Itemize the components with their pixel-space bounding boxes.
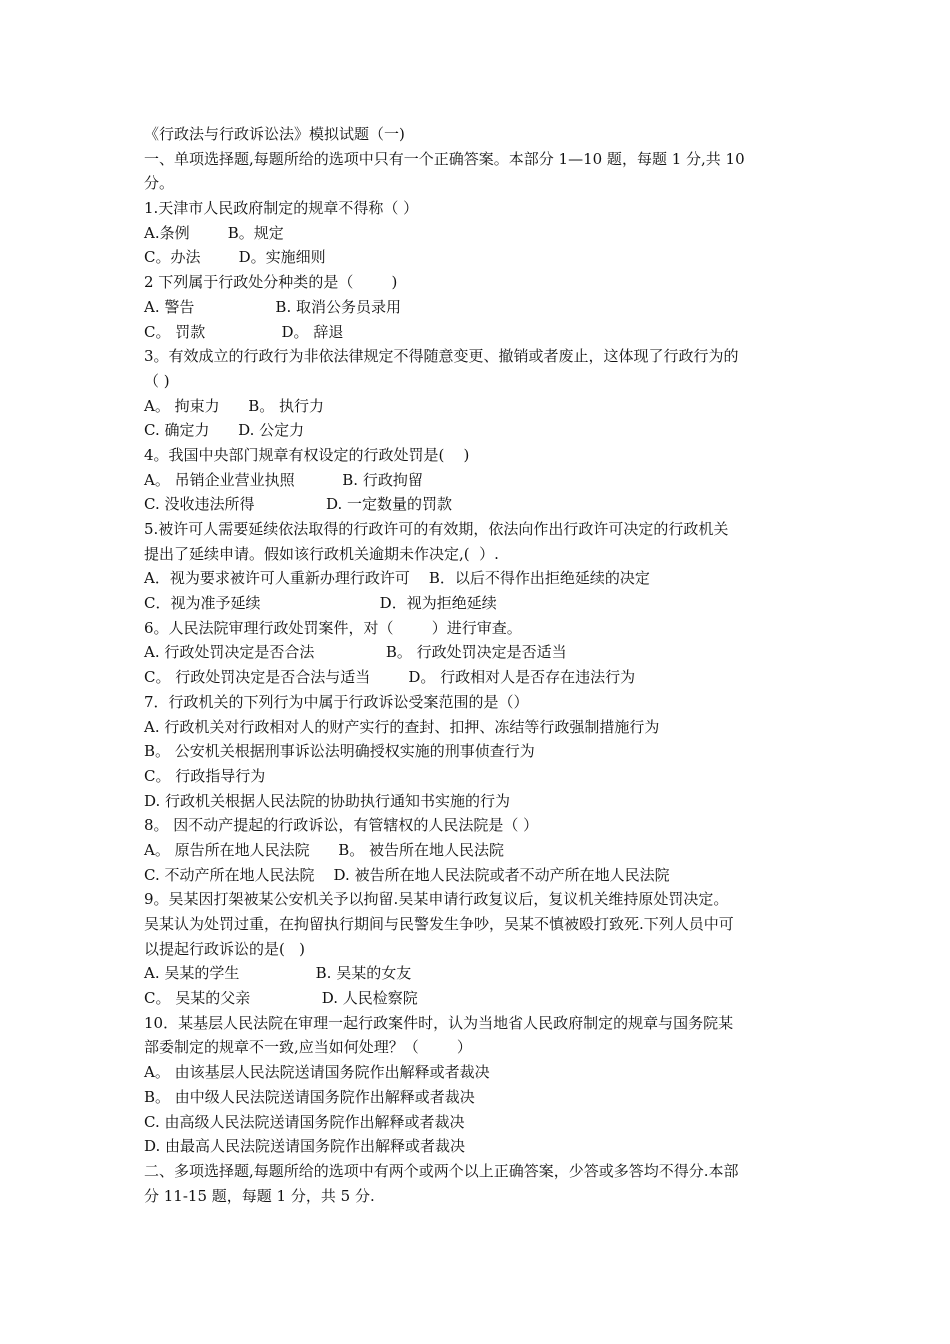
document-title: 《行政法与行政诉讼法》模拟试题（一) — [144, 125, 405, 143]
question-item — [144, 196, 810, 270]
question-option-line: C。 吴某的父亲 D. 人民检察院 — [144, 989, 418, 1008]
question-stem-line: 部委制定的规章不一致,应当如何处理？（ ） — [144, 1038, 472, 1057]
question-stem-line: 2 下列属于行政处分种类的是（ ) — [144, 273, 398, 292]
question-option-line: A.条例 B。规定 — [144, 223, 284, 242]
question-stem-line: （ ) — [144, 371, 170, 390]
question-option-line: A. 吴某的学生 B. 吴某的女友 — [144, 964, 412, 983]
question-option-line: A. 警告 B. 取消公务员录用 — [144, 297, 401, 316]
question-option-line: A．视为要求被许可人重新办理行政许可 B．以后不得作出拒绝延续的决定 — [144, 569, 650, 588]
question-option-line: C。 行政指导行为 — [144, 766, 266, 785]
question-stem-line: 10．某基层人民法院在审理一起行政案件时，认为当地省人民政府制定的规章与国务院某 — [144, 1013, 734, 1032]
question-stem-line: 6。人民法院审理行政处罚案件，对（ ）进行审查。 — [144, 618, 522, 637]
question-stem-line: 7．行政机关的下列行为中属于行政诉讼受案范围的是（） — [144, 692, 529, 711]
question-stem-line: 5.被许可人需要延续依法取得的行政许可的有效期，依法向作出行政许可决定的行政机关 — [144, 520, 729, 538]
question-option-line: A. 行政机关对行政相对人的财产实行的查封、扣押、冻结等行政强制措施行为 — [144, 717, 660, 736]
question-item — [144, 813, 810, 887]
question-option-line: A。 吊销企业营业执照 B. 行政拘留 — [144, 470, 423, 489]
section1-intro-line1: 一、单项选择题,每题所给的选项中只有一个正确答案。本部分 1—10 题，每题 1 分,共 10 — [144, 149, 745, 168]
question-stem-line: 3。有效成立的行政行为非依法律规定不得随意变更、撤销或者废止，这体现了行政行为的 — [144, 347, 739, 366]
question-stem-line: 1.天津市人民政府制定的规章不得称（ ） — [144, 199, 419, 218]
question-option-line: C．视为准予延续 D．视为拒绝延续 — [144, 594, 497, 613]
question-option-line: C. 没收违法所得 D. 一定数量的罚款 — [144, 495, 453, 514]
question-item — [144, 344, 810, 443]
section2-intro-line2: 分 11-15 题，每题 1 分，共 5 分. — [144, 1186, 375, 1205]
question-option-line: D. 由最高人民法院送请国务院作出解释或者裁决 — [144, 1137, 466, 1156]
question-stem-line: 4。我国中央部门规章有权设定的行政处罚是( ) — [144, 445, 470, 464]
question-item — [144, 887, 810, 1010]
question-option-line: A。 拘束力 B。 执行力 — [144, 396, 325, 415]
question-stem-line: 提出了延续申请。假如该行政机关逾期未作决定,( ）. — [144, 544, 499, 563]
question-option-line: A。 原告所在地人民法院 B。 被告所在地人民法院 — [144, 840, 505, 859]
question-option-line: C。 罚款 D。 辞退 — [144, 322, 344, 341]
question-option-line: A. 行政处罚决定是否合法 B。 行政处罚决定是否适当 — [144, 643, 567, 662]
question-option-line: C. 不动产所在地人民法院 D. 被告所在地人民法院或者不动产所在地人民法院 — [144, 865, 670, 884]
question-item — [144, 270, 810, 344]
document-page — [144, 122, 810, 1208]
question-item — [144, 517, 810, 616]
question-stem-line: 8。 因不动产提起的行政诉讼，有管辖权的人民法院是（ ） — [144, 816, 539, 835]
question-option-line: C。 行政处罚决定是否合法与适当 D。 行政相对人是否存在违法行为 — [144, 668, 636, 687]
question-option-line: D. 行政机关根据人民法院的协助执行通知书实施的行为 — [144, 791, 511, 810]
question-option-line: A。 由该基层人民法院送请国务院作出解释或者裁决 — [144, 1063, 490, 1082]
question-option-line: C. 由高级人民法院送请国务院作出解释或者裁决 — [144, 1112, 465, 1131]
question-option-line: B。 公安机关根据刑事诉讼法明确授权实施的刑事侦查行为 — [144, 742, 535, 761]
question-stem-line: 9。吴某因打架被某公安机关予以拘留.吴某申请行政复议后，复议机关维持原处罚决定。 — [144, 890, 729, 909]
question-option-line: C。办法 D。实施细则 — [144, 248, 326, 267]
question-item — [144, 443, 810, 517]
question-option-line: B。 由中级人民法院送请国务院作出解释或者裁决 — [144, 1087, 475, 1106]
question-stem-line: 吴某认为处罚过重，在拘留执行期间与民警发生争吵，吴某不慎被殴打致死.下列人员中可 — [144, 915, 734, 933]
question-option-line: C. 确定力 D. 公定力 — [144, 421, 305, 440]
question-item — [144, 1011, 810, 1159]
question-stem-line: 以提起行政诉讼的是( ) — [144, 939, 306, 958]
section2-intro-line1: 二、多项选择题,每题所给的选项中有两个或两个以上正确答案，少答或多答均不得分.本部 — [144, 1161, 739, 1180]
question-item — [144, 690, 810, 813]
section1-intro-line2: 分。 — [144, 174, 175, 193]
question-item — [144, 616, 810, 690]
question-list — [144, 196, 810, 1159]
